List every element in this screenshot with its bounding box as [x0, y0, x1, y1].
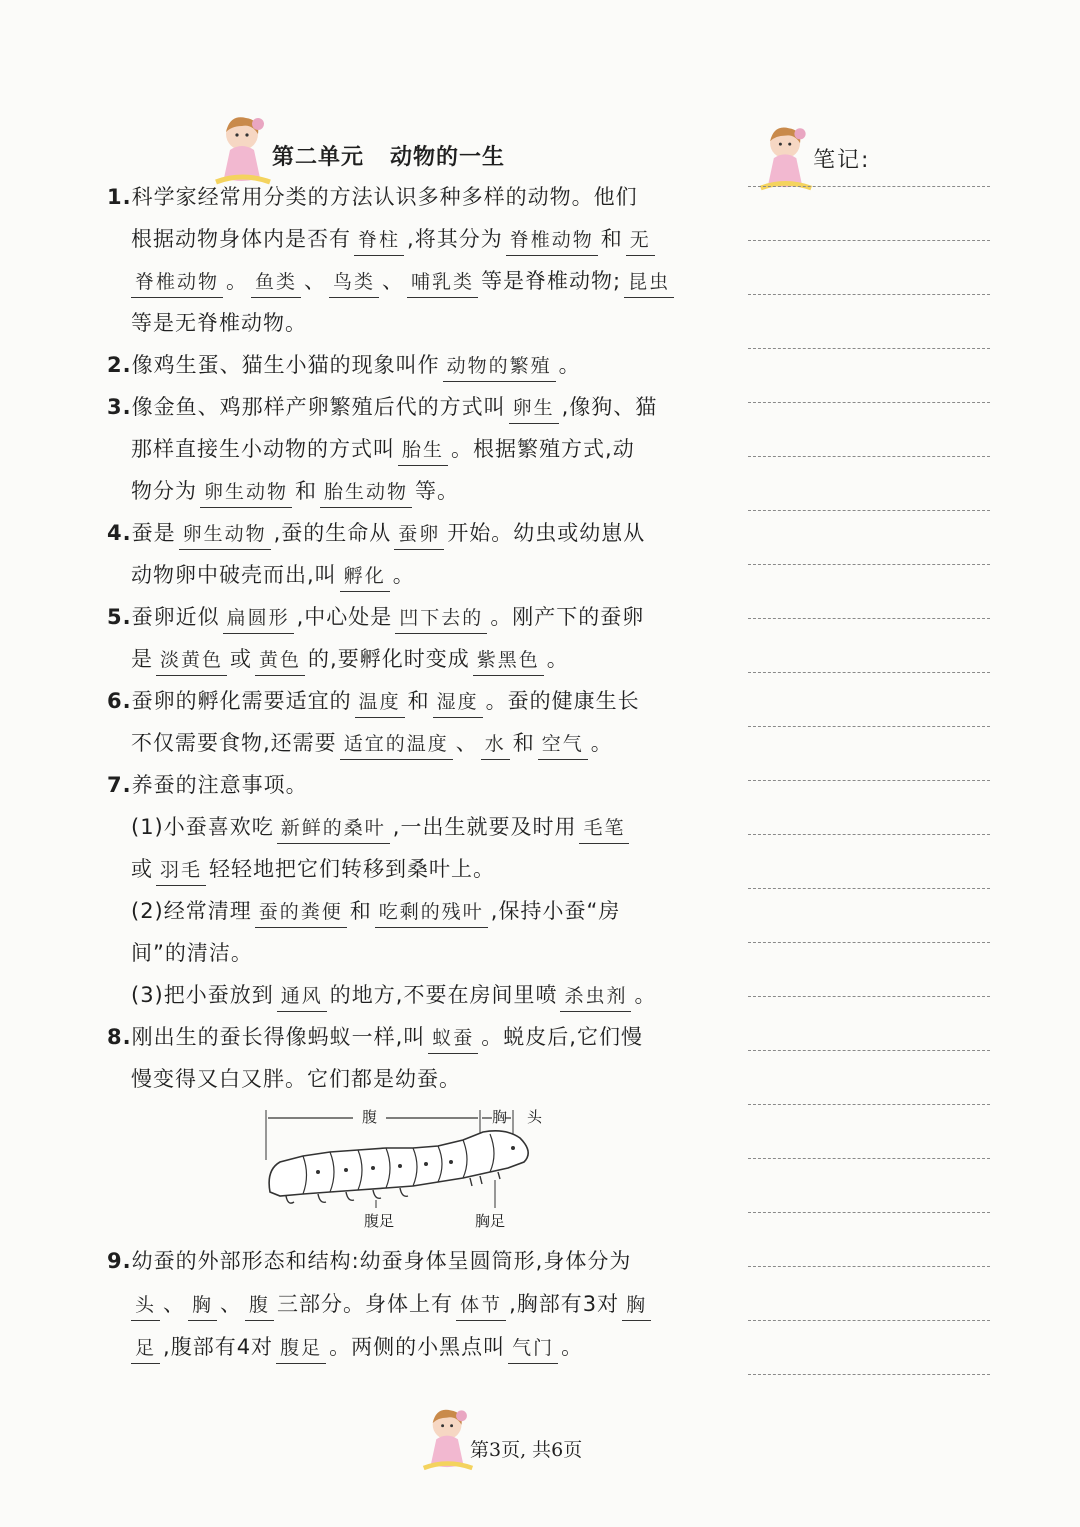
note-line: [748, 240, 990, 241]
q4-text: ,蚕的生命从: [273, 521, 392, 545]
answer-blank: 脊椎动物: [131, 267, 223, 298]
q9-text: ,腹部有4对: [163, 1335, 274, 1359]
q7-text: 或: [131, 857, 153, 881]
note-line: [748, 1320, 990, 1321]
q6-line-1: [107, 680, 640, 722]
note-line: [748, 780, 990, 781]
note-line: [748, 348, 990, 349]
q8-text: 慢变得又白又胖。它们都是幼蚕。: [131, 1067, 461, 1091]
q3-line-1: [107, 386, 657, 428]
q2-line-1: [107, 344, 581, 386]
note-line: [748, 186, 990, 187]
answer-blank: 紫黑色: [473, 645, 544, 676]
q7-line-5: [131, 932, 253, 974]
answer-blank: 昆虫: [624, 267, 674, 298]
q5-text: 蚕卵近似: [131, 605, 220, 629]
answer-blank: 动物的繁殖: [443, 351, 556, 382]
answer-blank: 通风: [277, 981, 327, 1012]
note-line: [748, 1212, 990, 1213]
q6-text: 不仅需要食物,还需要: [131, 731, 337, 755]
silkworm-icon: [258, 1100, 558, 1230]
q1-line-4: [131, 302, 307, 344]
q7-text: 轻轻地把它们转移到桑叶上。: [209, 857, 496, 881]
q8-text: 。蜕皮后,它们慢: [481, 1025, 643, 1049]
answer-blank: 胸: [188, 1290, 217, 1321]
note-line: [748, 726, 990, 727]
q3-text: 像金鱼、鸡那样产卵繁殖后代的方式叫: [131, 395, 506, 419]
label-abdominal-feet: 腹足: [364, 1212, 395, 1230]
q9-text: 、: [220, 1292, 243, 1316]
label-thorax: 胸: [492, 1108, 508, 1126]
q3-number: 3.: [107, 395, 132, 419]
q4-text: 动物卵中破壳而出,叫: [131, 563, 337, 587]
answer-blank: 胎生: [398, 435, 448, 466]
note-line: [748, 294, 990, 295]
q9-text: 。: [561, 1335, 584, 1359]
q7-text: ,保持小蚕“房: [490, 899, 621, 923]
q5-text: 。: [546, 647, 569, 671]
q5-text: 的,要孵化时变成: [308, 647, 470, 671]
answer-blank: 新鲜的桑叶: [277, 813, 390, 844]
answer-blank: 毛笔: [579, 813, 629, 844]
q1-text: 和: [600, 227, 623, 251]
q7-line-2: [131, 806, 632, 848]
label-head: 头: [527, 1108, 543, 1126]
notes-label: 笔记:: [813, 148, 871, 173]
q9-text: 。两侧的小黑点叫: [329, 1335, 506, 1359]
q2-text: 。: [558, 353, 581, 377]
note-line: [748, 996, 990, 997]
q8-line-1: [107, 1016, 643, 1058]
q1-text: ,将其分为: [407, 227, 503, 251]
q6-text: 和: [512, 731, 535, 755]
girl-mascot-footer-icon: [420, 1405, 476, 1477]
q1-number: 1.: [107, 185, 132, 209]
note-line: [748, 672, 990, 673]
note-line: [748, 618, 990, 619]
q6-text: 。蚕的健康生长: [485, 689, 640, 713]
q7-text: 间”的清洁。: [131, 941, 253, 965]
answer-blank: 孵化: [340, 561, 390, 592]
answer-blank: 淡黄色: [156, 645, 227, 676]
answer-blank: 体节: [456, 1290, 506, 1321]
answer-blank: 扁圆形: [223, 603, 294, 634]
q9-text: 三部分。身体上有: [277, 1292, 454, 1316]
answer-blank: 蚁蚕: [428, 1023, 478, 1054]
note-line: [748, 510, 990, 511]
note-line: [748, 1266, 990, 1267]
q6-text: 和: [407, 689, 430, 713]
page-number: 第3页, 共6页: [470, 1439, 583, 1461]
q7-text: 的地方,不要在房间里喷: [329, 983, 558, 1007]
q3-text: 物分为: [131, 479, 197, 503]
q7-line-1: [107, 764, 308, 806]
q7-number: 7.: [107, 773, 132, 797]
q7-line-4: [131, 890, 620, 932]
q3-text: 等。: [415, 479, 460, 503]
q3-text: ,像狗、猫: [561, 395, 658, 419]
q5-text: ,中心处是: [296, 605, 393, 629]
note-line: [748, 1158, 990, 1159]
q4-text: 蚕是: [131, 521, 176, 545]
q1-text: 。: [226, 269, 249, 293]
answer-blank: 湿度: [433, 687, 483, 718]
q1-line-3: [131, 260, 677, 302]
q9-line-1: [107, 1240, 631, 1282]
q6-text: 、: [455, 731, 478, 755]
answer-blank: 空气: [538, 729, 588, 760]
q5-text: 或: [230, 647, 253, 671]
q8-number: 8.: [107, 1025, 132, 1049]
answer-blank: 头: [131, 1290, 160, 1321]
q5-text: 是: [131, 647, 153, 671]
q6-text: 蚕卵的孵化需要适宜的: [131, 689, 352, 713]
note-line: [748, 834, 990, 835]
note-line: [748, 888, 990, 889]
answer-blank: 黄色: [255, 645, 305, 676]
q7-text: 。: [634, 983, 657, 1007]
q1-line-2: [131, 218, 658, 260]
q1-text: 、: [304, 269, 327, 293]
note-line: [748, 1374, 990, 1375]
note-line: [748, 564, 990, 565]
q1-text: 、: [382, 269, 405, 293]
q9-text: ,胸部有3对: [509, 1292, 620, 1316]
q9-line-3: [131, 1326, 583, 1368]
answer-blank: 鱼类: [251, 267, 301, 298]
answer-blank: 足: [131, 1333, 160, 1364]
answer-blank: 蚕卵: [394, 519, 444, 550]
answer-blank: 水: [481, 729, 510, 760]
answer-blank: 鸟类: [329, 267, 379, 298]
q7-text: ,一出生就要及时用: [392, 815, 577, 839]
q1-text: 等是脊椎动物;: [481, 269, 622, 293]
q7-text: 和: [349, 899, 372, 923]
q3-text: 那样直接生小动物的方式叫: [131, 437, 395, 461]
note-line: [748, 402, 990, 403]
q6-line-2: [131, 722, 613, 764]
answer-blank: 气门: [508, 1333, 558, 1364]
q5-text: 。刚产下的蚕卵: [490, 605, 645, 629]
note-line: [748, 456, 990, 457]
q4-text: 。: [392, 563, 415, 587]
q5-line-1: [107, 596, 644, 638]
q7-line-6: [131, 974, 656, 1016]
note-line: [748, 1104, 990, 1105]
answer-blank: 卵生: [509, 393, 559, 424]
q6-number: 6.: [107, 689, 132, 713]
q7-text: (2)经常清理: [131, 899, 252, 923]
answer-blank: 脊椎动物: [506, 225, 598, 256]
answer-blank: 腹足: [276, 1333, 326, 1364]
q2-text: 像鸡生蛋、猫生小猫的现象叫作: [131, 353, 440, 377]
q7-text: (1)小蚕喜欢吃: [131, 815, 274, 839]
q4-number: 4.: [107, 521, 132, 545]
q4-line-1: [107, 512, 645, 554]
answer-blank: 凹下去的: [395, 603, 487, 634]
answer-blank: 杀虫剂: [560, 981, 631, 1012]
answer-blank: 脊柱: [354, 225, 404, 256]
answer-blank: 无: [626, 225, 655, 256]
answer-blank: 哺乳类: [407, 267, 478, 298]
answer-blank: 温度: [355, 687, 405, 718]
q4-text: 开始。幼虫或幼崽从: [447, 521, 646, 545]
label-abdomen: 腹: [362, 1108, 378, 1126]
q1-text: 等是无脊椎动物。: [131, 311, 307, 335]
q8-line-2: [131, 1058, 461, 1100]
q7-text: (3)把小蚕放到: [131, 983, 274, 1007]
q8-text: 刚出生的蚕长得像蚂蚁一样,叫: [131, 1025, 426, 1049]
q5-line-2: [131, 638, 569, 680]
q3-text: 和: [295, 479, 318, 503]
answer-blank: 腹: [245, 1290, 274, 1321]
silkworm-diagram: [258, 1100, 558, 1230]
unit-title: 第二单元 动物的一生: [272, 145, 506, 170]
q9-number: 9.: [107, 1249, 132, 1273]
q9-text: 幼蚕的外部形态和结构:幼蚕身体呈圆筒形,身体分为: [131, 1249, 632, 1273]
q9-line-2: [131, 1283, 654, 1325]
q1-text: 根据动物身体内是否有: [131, 227, 351, 251]
q2-number: 2.: [107, 353, 132, 377]
q9-text: 、: [163, 1292, 186, 1316]
q5-number: 5.: [107, 605, 132, 629]
answer-blank: 适宜的温度: [340, 729, 453, 760]
answer-blank: 胎生动物: [320, 477, 412, 508]
q3-line-2: [131, 428, 635, 470]
answer-blank: 羽毛: [156, 855, 206, 886]
answer-blank: 卵生动物: [179, 519, 271, 550]
note-line: [748, 1050, 990, 1051]
q7-text: 养蚕的注意事项。: [131, 773, 308, 797]
q7-line-3: [131, 848, 495, 890]
q1-text: 科学家经常用分类的方法认识多种多样的动物。他们: [131, 185, 638, 209]
q3-line-3: [131, 470, 459, 512]
answer-blank: 卵生动物: [200, 477, 292, 508]
q4-line-2: [131, 554, 415, 596]
note-line: [748, 942, 990, 943]
answer-blank: 蚕的粪便: [255, 897, 347, 928]
q3-text: 。根据繁殖方式,动: [451, 437, 635, 461]
q6-text: 。: [590, 731, 613, 755]
label-thoracic-feet: 胸足: [475, 1212, 506, 1230]
q1-line-1: [107, 176, 638, 218]
answer-blank: 胸: [622, 1290, 651, 1321]
answer-blank: 吃剩的残叶: [375, 897, 488, 928]
